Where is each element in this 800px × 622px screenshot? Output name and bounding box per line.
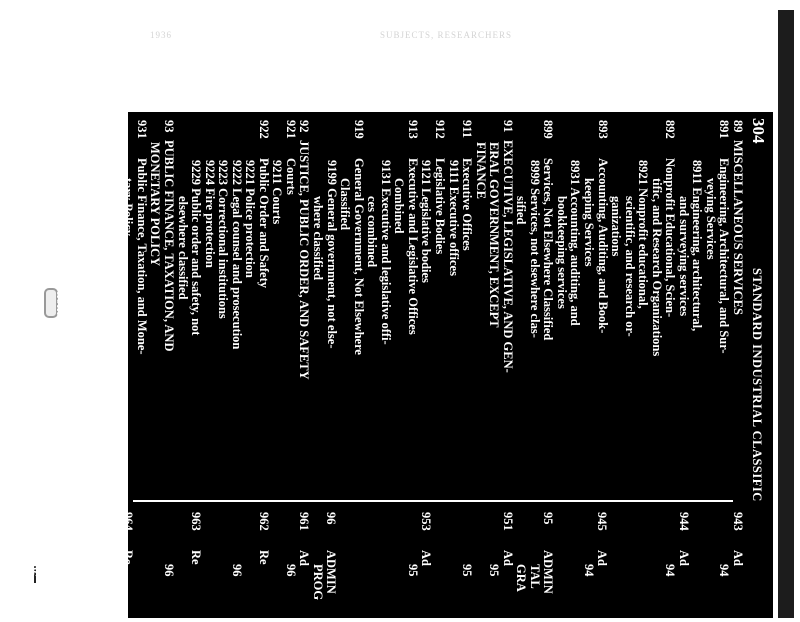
classification-code: 945 (595, 512, 610, 531)
classification-line (514, 120, 528, 492)
classification-code: 899 (541, 120, 556, 139)
classification-text: ADMIN (541, 550, 556, 594)
classification-line (717, 120, 731, 492)
classification-text: ERAL GOVERNMENT, EXCEPT (487, 142, 502, 328)
classification-line (94, 512, 108, 577)
classification-text: Ad (595, 550, 610, 566)
classification-line (202, 120, 216, 492)
classification-text: 9223 Correctional institutions (216, 160, 231, 319)
classification-text: PROG (310, 564, 325, 601)
classification-line (283, 120, 297, 492)
classification-code: 95 (541, 512, 556, 525)
classification-text: where classified (311, 196, 326, 281)
right-column (26, 512, 745, 622)
classification-text: 96 (94, 564, 109, 577)
classification-text: tary Policy (121, 178, 136, 236)
classification-text: General Government, Not Elsewhere (351, 158, 366, 355)
classification-text: Executive and Legislative Offices (405, 158, 420, 335)
classification-text: 9199 General government, not else- (324, 160, 339, 349)
classification-text: monetary policy (94, 196, 109, 283)
classification-text: Public Finance, Taxation, and Mone- (134, 158, 149, 355)
classification-code: 941 (53, 120, 68, 139)
classification-line (487, 512, 501, 577)
classification-text: 9221 Police protection (243, 160, 258, 278)
classification-text: 9229 Public order and safety, not (189, 160, 204, 336)
classification-line (311, 120, 325, 492)
classification-text: ces combined (365, 196, 380, 268)
classification-line (419, 120, 433, 492)
classification-line (256, 512, 270, 565)
classification-line (148, 120, 162, 492)
classification-code: 91 (500, 120, 515, 133)
classification-line (121, 120, 135, 492)
classification-line (80, 120, 94, 492)
classification-line (12, 120, 26, 492)
classification-text: Re (189, 550, 203, 565)
classification-text: 9111 Executive offices (446, 160, 461, 276)
classification-text: 8921 Nonprofit educational, (636, 160, 651, 309)
classification-text: Ad (297, 550, 312, 566)
classification-text: 96 (229, 564, 244, 577)
classification-text: 8999 Services, not elsewhere clas- (527, 160, 542, 338)
classification-line (663, 120, 677, 492)
classification-text: Combined (392, 178, 407, 234)
classification-code: 911 (460, 120, 475, 139)
classification-text: Legislative Bodies (432, 158, 447, 255)
classification-line (581, 512, 595, 577)
classification-text: Classified (338, 178, 353, 231)
classification-code: 92 (297, 120, 312, 133)
classification-line (487, 120, 501, 492)
classification-text: scientific, and research or- (622, 196, 637, 337)
classification-line (649, 120, 663, 492)
classification-code: 94 (80, 120, 95, 133)
classification-line (67, 120, 81, 492)
classification-text: 8911 Engineering, architectural, (690, 160, 705, 332)
classification-line (283, 512, 297, 577)
classification-text: MONETARY POLICY (148, 142, 163, 267)
classification-code: 944 (676, 512, 691, 531)
classification-text: Ad (419, 550, 434, 566)
classification-line (514, 512, 528, 592)
column-divider (133, 500, 733, 502)
classification-line (243, 120, 257, 492)
classification-line (730, 512, 744, 566)
classification-line (717, 512, 731, 577)
classification-code: 964 (121, 512, 136, 531)
classification-text: Courts (283, 158, 298, 195)
classification-line (53, 120, 67, 492)
classification-code: 963 (189, 512, 203, 531)
classification-text: Services, Not Elsewhere Classified (541, 158, 556, 341)
classification-text: veying Services (703, 178, 718, 260)
classification-code: 961 (297, 512, 312, 531)
classification-text: 96 (283, 564, 298, 577)
classification-line (676, 120, 690, 492)
classification-text: 96 (26, 564, 41, 577)
classification-text: MISCELLANEOUS SERVICES (731, 140, 745, 315)
classification-line (527, 512, 541, 589)
classification-text: 94 (663, 564, 678, 577)
classification-line (161, 512, 175, 577)
classification-line (107, 120, 121, 492)
classification-line (121, 512, 135, 565)
classification-text: 9224 Fire protection (202, 160, 217, 268)
classification-line (134, 120, 148, 492)
scan-edge-bar (778, 10, 794, 618)
classification-code: 966 (53, 512, 68, 531)
classification-line (676, 512, 690, 566)
page-header (746, 118, 768, 618)
classification-line (216, 120, 230, 492)
classification-line (568, 120, 582, 492)
classification-text: 95 (460, 564, 474, 577)
classification-line (310, 512, 324, 600)
classification-code: 912 (432, 120, 447, 139)
classification-line (161, 120, 175, 492)
classification-line (229, 120, 243, 492)
classification-line (554, 120, 568, 492)
classification-code: 943 (731, 512, 745, 531)
classification-line (663, 512, 677, 577)
classification-text: 96 (161, 564, 176, 577)
classification-text: Engineering, Architectural, and Sur- (717, 158, 732, 354)
classification-line (500, 512, 514, 566)
classification-text: 9211 Courts (270, 160, 285, 225)
classification-text: 9411 Administration of educational (26, 160, 41, 348)
page-title: STANDARD INDUSTRIAL CLASSIFIC (750, 268, 764, 502)
classification-text: Re (256, 550, 271, 565)
classification-line (405, 512, 419, 577)
classification-text: sified (514, 196, 529, 225)
classification-line (541, 512, 555, 594)
classification-text: ADMIN (324, 550, 339, 594)
classification-text: FINANCE (473, 142, 488, 199)
classification-line (297, 512, 311, 566)
classification-text: Ad (676, 550, 691, 566)
classification-line (94, 120, 108, 492)
classification-text: 9222 Legal counsel and prosecution (229, 160, 244, 350)
classification-line (636, 120, 650, 492)
classification-text: programs (13, 196, 28, 248)
classification-text: Re (121, 550, 136, 565)
classification-text: ganizations (609, 196, 624, 257)
classification-text: 9131 Executive and legislative offi- (378, 160, 393, 345)
classification-line (609, 120, 623, 492)
classification-text: 9311 Public finance, taxation, and (107, 160, 122, 340)
classification-text: 94 (717, 564, 732, 577)
classification-line (53, 512, 67, 565)
scanned-page (13, 112, 773, 618)
left-column (13, 120, 745, 492)
classification-line (188, 512, 202, 565)
classification-line (460, 120, 474, 492)
classification-line (229, 512, 243, 577)
classification-code: 953 (419, 512, 434, 531)
faint-header-left: 1936 (150, 30, 172, 40)
classification-line (500, 120, 514, 492)
classification-line (365, 120, 379, 492)
classification-line (175, 120, 189, 492)
classification-line (419, 512, 433, 566)
classification-text: GRA (514, 564, 529, 592)
classification-text: Re (53, 550, 68, 565)
page-number: 304 (749, 118, 768, 144)
classification-code: 951 (500, 512, 515, 531)
classification-line (595, 512, 609, 566)
classification-line (459, 512, 473, 577)
classification-text: Public Order and Safety (256, 158, 271, 288)
classification-code: 891 (717, 120, 732, 139)
classification-code: 892 (663, 120, 678, 139)
classification-code: 921 (283, 120, 298, 139)
classification-text: keeping Services (581, 178, 596, 267)
classification-line (730, 120, 744, 492)
classification-line (324, 512, 338, 594)
classification-text: SOURCES PROGRAMS (67, 142, 82, 278)
classification-text: bookkeeping services (554, 196, 569, 309)
classification-line (270, 120, 284, 492)
classification-text: tific, and Research Organizations (649, 178, 664, 357)
classification-line (446, 120, 460, 492)
classification-line (703, 120, 717, 492)
classification-text: JUSTICE, PUBLIC ORDER, AND SAFETY (297, 140, 312, 380)
classification-line (256, 120, 270, 492)
classification-line (527, 120, 541, 492)
classification-line (351, 120, 365, 492)
classification-line (581, 120, 595, 492)
classification-line (473, 120, 487, 492)
rotated-page-content (13, 112, 773, 618)
classification-line (378, 120, 392, 492)
classification-text: 94 (581, 564, 596, 577)
classification-text: PUBLIC FINANCE, TAXATION, AND (162, 140, 177, 352)
classification-text: grams (40, 178, 55, 212)
classification-code: 931 (134, 120, 149, 139)
classification-line (392, 120, 406, 492)
classification-line (405, 120, 419, 492)
classification-code: 93 (162, 120, 177, 133)
classification-code: 922 (256, 120, 271, 139)
classification-line (40, 120, 54, 492)
classification-line (26, 512, 40, 577)
classification-line (297, 120, 311, 492)
classification-code: 893 (595, 120, 610, 139)
classification-text: and surveying services (676, 196, 691, 317)
classification-code: 913 (405, 120, 420, 139)
classification-code: 89 (731, 120, 745, 133)
faint-header (150, 30, 530, 42)
classification-text: ADMINISTRATION OF HUMAN RE- (80, 140, 95, 350)
classification-line (595, 120, 609, 492)
classification-text: Ad (731, 550, 745, 566)
classification-text: TAL (527, 564, 542, 589)
classification-text: 95 (405, 564, 420, 577)
classification-line (622, 120, 636, 492)
classification-line (432, 120, 446, 492)
classification-line (541, 120, 555, 492)
classification-code: 962 (256, 512, 271, 531)
classification-text: Ad (500, 550, 515, 566)
classification-text: Nonprofit Educational, Scien- (663, 158, 678, 318)
classification-line (324, 120, 338, 492)
classification-text: Accounting, Auditing, and Book- (595, 158, 610, 334)
classification-text: Executive Offices (460, 158, 475, 251)
classification-code: 919 (351, 120, 366, 139)
classification-line (690, 120, 704, 492)
classification-text: 8931 Accounting, auditing, and (568, 160, 583, 326)
classification-line (338, 120, 352, 492)
classification-text: 9121 Legislative bodies (419, 160, 434, 283)
classification-line (189, 120, 203, 492)
faint-header-right: SUBJECTS, RESEARCHERS (380, 30, 513, 40)
classification-text: Administration of Educational Pro- (53, 158, 68, 348)
classification-line (26, 120, 40, 492)
classification-text: 95 (487, 564, 502, 577)
classification-code: 96 (324, 512, 339, 525)
classification-text: EXECUTIVE, LEGISLATIVE, AND GEN- (500, 140, 515, 373)
classification-text: elsewhere classified (175, 196, 190, 300)
